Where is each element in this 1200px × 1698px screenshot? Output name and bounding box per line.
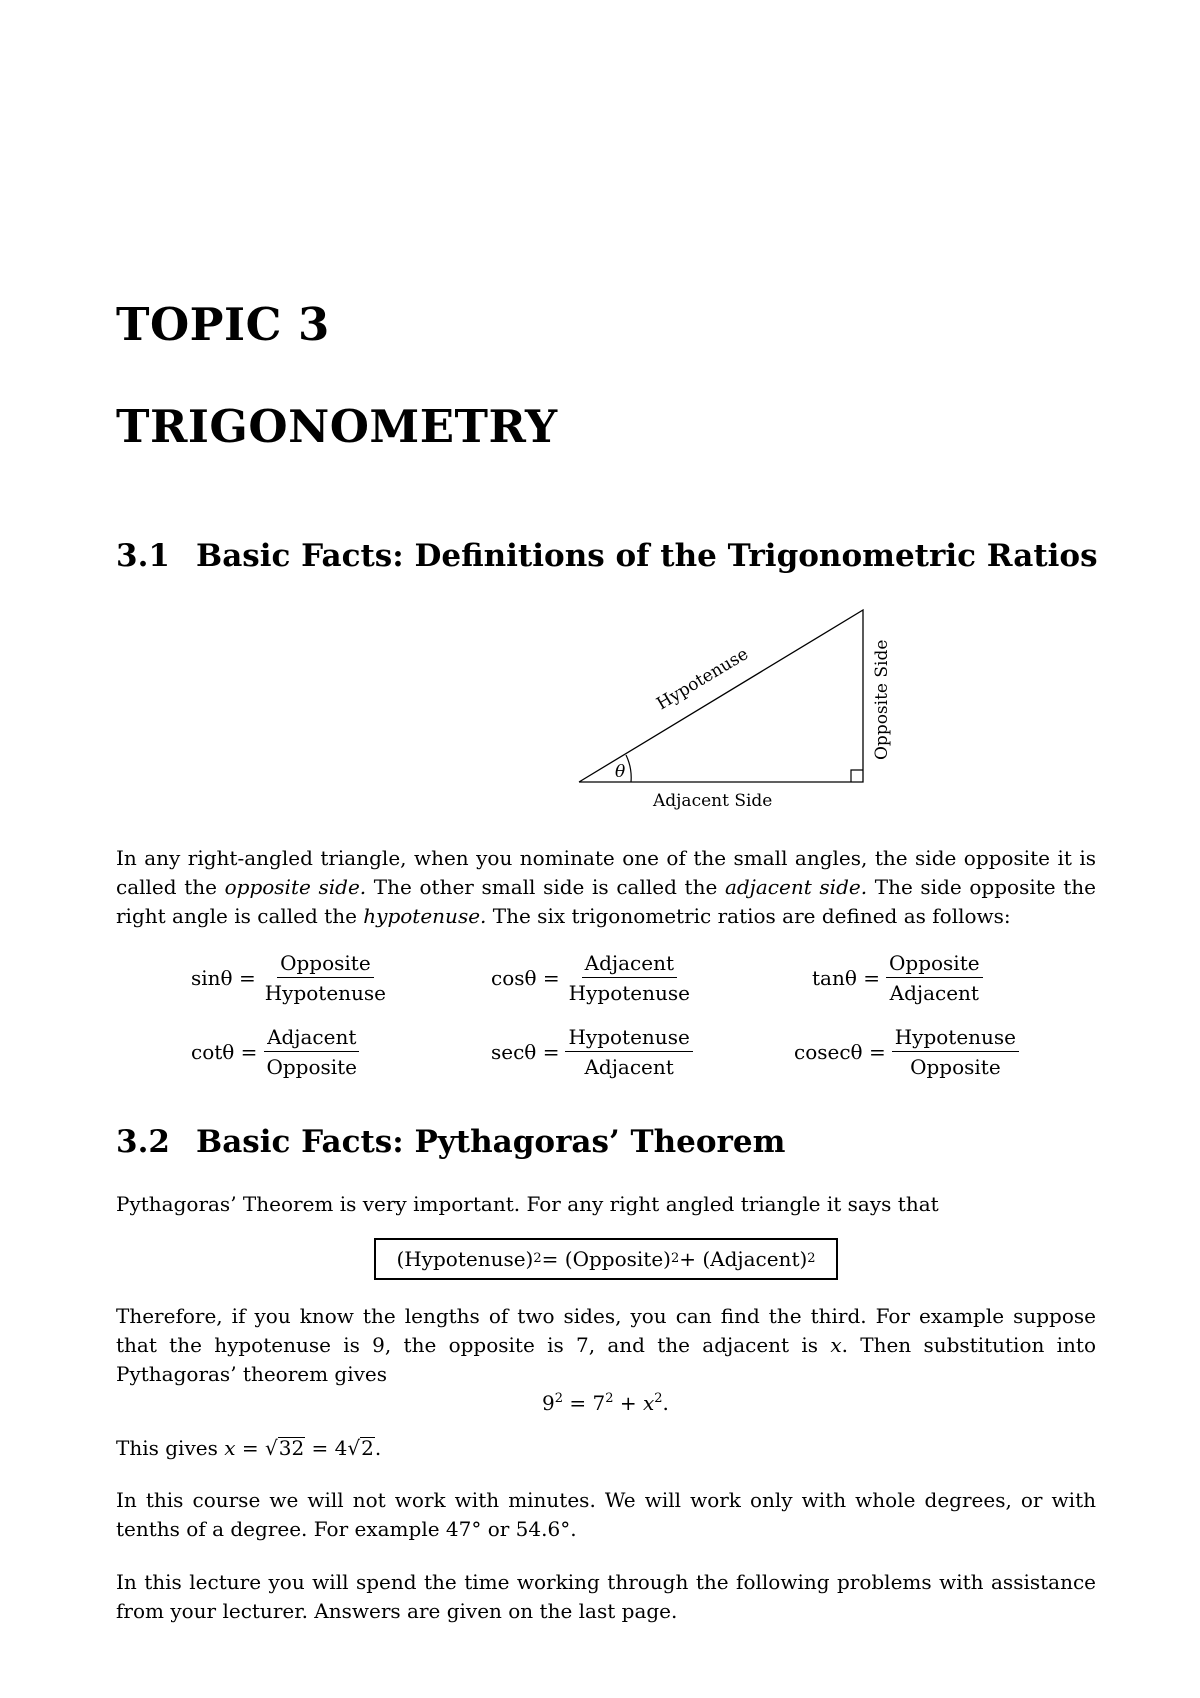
ratio-lhs: sinθ = <box>191 966 256 990</box>
ratio-cosec <box>794 1025 1019 1079</box>
exponent: 2 <box>605 1391 614 1406</box>
theta-label: θ <box>615 762 626 782</box>
lecture-paragraph: In this lecture you will spend the time working through the following problems with assistance from your lecturer. Answers are given on the last page. <box>116 1570 1096 1623</box>
example-paragraph <box>116 1302 1096 1389</box>
denominator: Adjacent <box>584 1055 674 1079</box>
denominator: Hypotenuse <box>568 981 690 1005</box>
ratio-lhs: cosecθ = <box>794 1040 886 1064</box>
variable-x: x <box>830 1333 842 1357</box>
numerator: Hypotenuse <box>892 1025 1019 1052</box>
adjacent-side-label: Adjacent Side <box>653 791 773 810</box>
section-title: Basic Facts: Definitions of the Trigonometric Ratios <box>196 538 1098 574</box>
eq-term: . <box>662 1391 669 1415</box>
text-run: In any right-angled triangle, when you nominate one of the small angles, the side opposite it is called the <box>116 846 1096 899</box>
degrees-paragraph: In this course we will not work with minutes. We will work only with whole degrees, or with tenths of a degree. For example 47° or 54.6°. <box>116 1488 1096 1541</box>
numerator: Hypotenuse <box>565 1025 692 1052</box>
ratio-lhs: cotθ = <box>191 1040 258 1064</box>
eq-term: = 7 <box>563 1391 606 1415</box>
section-number: 3.2 <box>116 1124 170 1160</box>
section-number: 3.1 <box>116 538 170 574</box>
denominator: Opposite <box>266 1055 358 1079</box>
eq-term: = 4 <box>305 1436 348 1460</box>
eq-term: . <box>374 1436 382 1460</box>
denominator: Adjacent <box>889 981 979 1005</box>
fraction <box>262 951 389 1005</box>
section-heading-3-1 <box>116 538 1098 574</box>
variable-x: x <box>224 1436 236 1460</box>
text-run: Therefore, if you know the lengths of two sides, you can find the third. For example suppose that the hypotenuse is 9, the opposite is 7, and the adjacent is <box>116 1304 1096 1357</box>
numerator: Opposite <box>277 951 374 978</box>
text-run: The side opposite the right angle is called the <box>116 875 1096 928</box>
ratio-sec <box>491 1025 693 1079</box>
section-heading-3-2 <box>116 1124 785 1160</box>
opposite-side-label: Opposite Side <box>872 639 892 760</box>
ratio-cot <box>191 1025 360 1079</box>
fraction <box>892 1025 1019 1079</box>
page-title: TRIGONOMETRY <box>116 400 558 453</box>
triangle-diagram <box>571 600 911 810</box>
eq-term: = (Opposite) <box>541 1247 671 1271</box>
eq-term: (Hypotenuse) <box>396 1247 534 1271</box>
exponent: 2 <box>554 1391 564 1406</box>
section-title: Basic Facts: Pythagoras’ Theorem <box>196 1124 786 1160</box>
radicand: 2 <box>361 1436 374 1460</box>
right-triangle-figure <box>571 600 911 814</box>
text-run: This gives <box>116 1436 225 1460</box>
ratio-tan <box>812 951 983 1005</box>
ratio-lhs: cosθ = <box>491 966 560 990</box>
text-run: The six trigonometric ratios are defined as follows: <box>486 904 1011 928</box>
emphasis-opposite: opposite side. <box>224 875 367 899</box>
pythagoras-theorem-box: (Hypotenuse) 2 = (Opposite) 2 + (Adjacent) 2 <box>374 1238 838 1280</box>
ratio-lhs: secθ = <box>491 1040 560 1064</box>
definitions-paragraph <box>116 844 1096 931</box>
numerator: Adjacent <box>264 1025 359 1052</box>
denominator: Hypotenuse <box>264 981 387 1005</box>
pythagoras-intro: Pythagoras’ Theorem is very important. For any right angled triangle it says that <box>116 1192 939 1216</box>
topic-heading: TOPIC 3 <box>116 298 330 351</box>
text-run: The other small side is called the <box>366 875 725 899</box>
ratio-lhs: tanθ = <box>812 966 880 990</box>
exponent: 2 <box>654 1391 663 1406</box>
hypotenuse-label: Hypotenuse <box>653 644 752 715</box>
fraction <box>263 1025 360 1079</box>
example-equation <box>542 1391 669 1415</box>
numerator: Opposite <box>886 951 983 978</box>
fraction <box>565 1025 692 1079</box>
angle-arc <box>626 755 631 782</box>
ratio-cos <box>491 951 693 1005</box>
text-run: . Then substitution into Pythagoras’ theorem gives <box>116 1333 1096 1386</box>
ratio-sin <box>191 951 389 1005</box>
right-angle-marker <box>851 770 863 782</box>
fraction <box>566 951 693 1005</box>
denominator: Opposite <box>910 1055 1001 1079</box>
emphasis-hypotenuse: hypotenuse. <box>363 904 487 928</box>
solution-line: This gives x = √32 = 4√2. <box>116 1436 382 1460</box>
eq-term: = <box>235 1436 265 1460</box>
variable-x: x <box>642 1391 655 1415</box>
emphasis-adjacent: adjacent side. <box>724 875 868 899</box>
fraction <box>886 951 983 1005</box>
numerator: Adjacent <box>582 951 677 978</box>
eq-term: + (Adjacent) <box>679 1247 808 1271</box>
eq-term: 9 <box>542 1391 555 1415</box>
triangle-outline <box>579 610 863 782</box>
eq-term: + <box>613 1391 643 1415</box>
radicand: 32 <box>278 1436 305 1460</box>
